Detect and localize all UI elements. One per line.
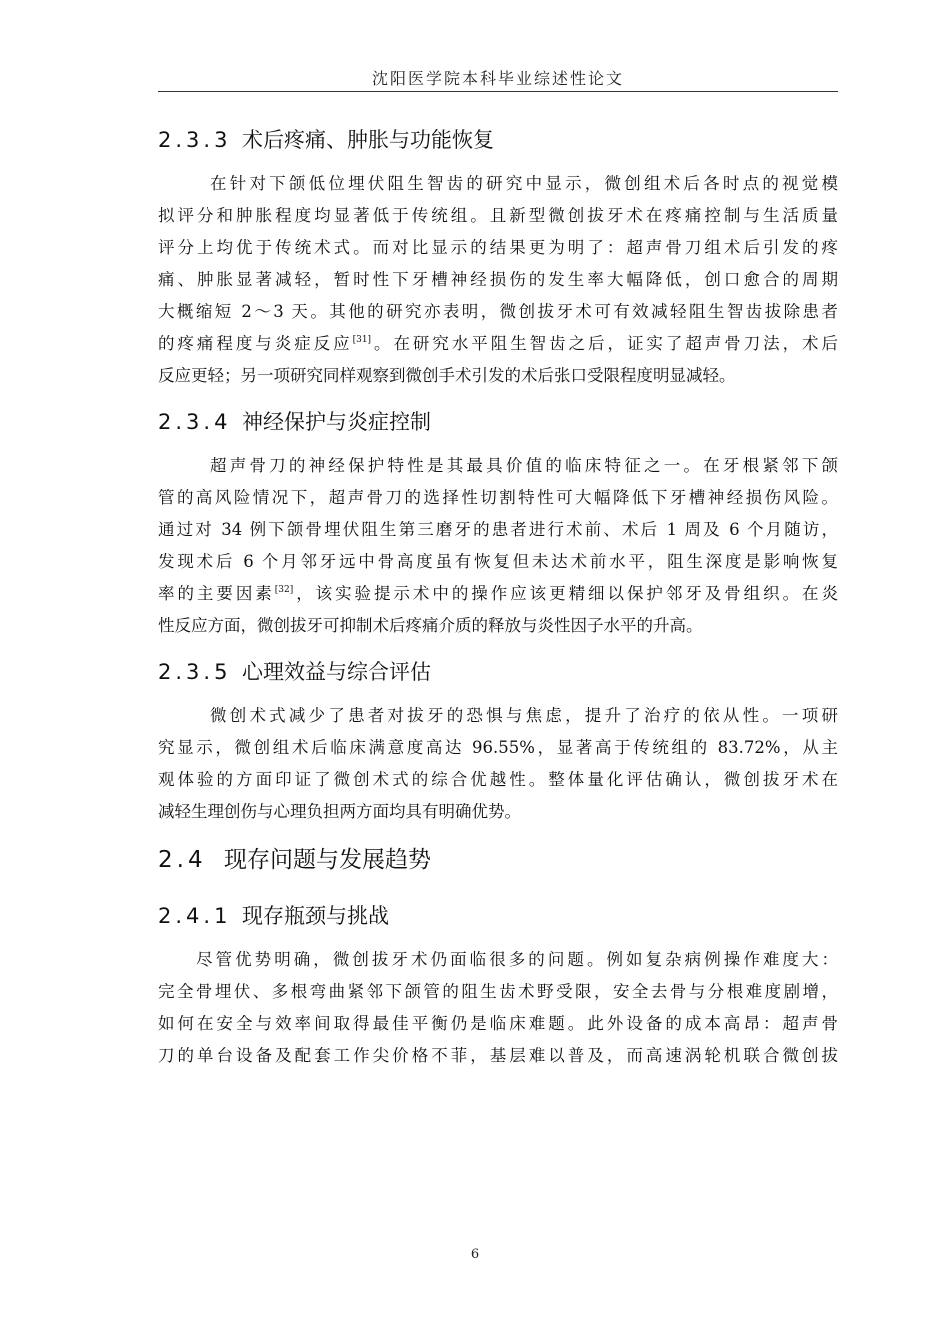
text-segment: 率的主要因素	[158, 584, 275, 603]
section-number: 2.4.1	[158, 904, 232, 928]
text-segment: 。在研究水平阻生智齿之后，证实了超声骨刀法，术后	[371, 334, 839, 353]
text-line: 管的高风险情况下，超声骨刀的选择性切割特性可大幅降低下牙槽神经损伤风险。	[158, 488, 838, 507]
section-title: 神经保护与炎症控制	[242, 410, 431, 434]
citation-32: [32]	[274, 585, 294, 595]
document-body	[158, 118, 838, 1080]
section-title: 现存瓶颈与挑战	[242, 904, 389, 928]
section-number: 2.3.5	[158, 660, 232, 684]
section-title: 现存问题与发展趋势	[224, 847, 431, 873]
text-line: 拟评分和肿胀程度均显著低于传统组。且新型微创拔牙术在疼痛控制与生活质量	[158, 206, 838, 225]
text-line: 痛、肿胀显著减轻，暂时性下牙槽神经损伤的发生率大幅降低，创口愈合的周期	[158, 270, 838, 289]
heading-2-3-3	[158, 118, 838, 162]
text-line: 反应更轻；另一项研究同样观察到微创手术引发的术后张口受限程度明显减轻。	[158, 366, 736, 385]
text-line: 尽管优势明确，微创拔牙术仍面临很多的问题。例如复杂病例操作难度大：	[196, 950, 838, 969]
section-title: 术后疼痛、肿胀与功能恢复	[242, 128, 494, 152]
text-line: 如何在安全与效率间取得最佳平衡仍是临床难题。此外设备的成本高昂：超声骨	[158, 1014, 838, 1033]
paragraph-2-3-5	[158, 700, 838, 828]
paragraph-2-3-4	[158, 450, 838, 642]
header-rule	[158, 91, 838, 92]
text-line: 发现术后 6 个月邻牙远中骨高度虽有恢复但未达术前水平，阻生深度是影响恢复	[158, 552, 838, 571]
paragraph-2-3-3	[158, 168, 838, 392]
text-line: 超声骨刀的神经保护特性是其最具价值的临床特征之一。在牙根紧邻下颌	[210, 456, 838, 475]
text-line: 微创术式减少了患者对拔牙的恐惧与焦虑，提升了治疗的依从性。一项研	[210, 706, 838, 725]
text-line: 评分上均优于传统术式。而对比显示的结果更为明了：超声骨刀组术后引发的疼	[158, 238, 838, 257]
text-line: 观体验的方面印证了微创术式的综合优越性。整体量化评估确认，微创拔牙术在	[158, 770, 838, 789]
citation-31: [31]	[352, 335, 372, 345]
section-number: 2.4	[158, 847, 207, 873]
section-number: 2.3.3	[158, 128, 232, 152]
text-line	[158, 328, 838, 360]
heading-2-4-1	[158, 894, 838, 938]
text-line: 性反应方面，微创拔牙可抑制术后疼痛介质的释放与炎性因子水平的升高。	[158, 616, 703, 635]
text-line: 完全骨埋伏、多根弯曲紧邻下颌管的阻生齿术野受限，安全去骨与分根难度剧增，	[158, 982, 838, 1001]
running-header: 沈阳医学院本科毕业综述性论文	[371, 69, 624, 88]
heading-2-3-5	[158, 650, 838, 694]
text-line: 大概缩短 2～3 天。其他的研究亦表明，微创拔牙术可有效减轻阻生智齿拔除患者	[158, 302, 838, 321]
paragraph-2-4-1	[158, 944, 838, 1072]
text-line	[158, 578, 838, 610]
text-line: 通过对 34 例下颌骨埋伏阻生第三磨牙的患者进行术前、术后 1 周及 6 个月随访，	[158, 520, 838, 539]
text-line: 减轻生理创伤与心理负担两方面均具有明确优势。	[158, 802, 521, 821]
text-line: 刀的单台设备及配套工作尖价格不菲，基层难以普及，而高速涡轮机联合微创拔	[158, 1046, 838, 1065]
text-segment: 的疼痛程度与炎症反应	[158, 334, 353, 353]
section-number: 2.3.4	[158, 410, 232, 434]
page-number: 6	[470, 1247, 480, 1262]
heading-2-3-4	[158, 400, 838, 444]
text-segment: ，该实验提示术中的操作应该更精细以保护邻牙及骨组织。在炎	[293, 584, 839, 603]
text-line: 在针对下颌低位埋伏阻生智齿的研究中显示，微创组术后各时点的视觉模	[210, 174, 838, 193]
text-line: 究显示，微创组术后临床满意度高达 96.55%，显著高于传统组的 83.72%，从主	[158, 738, 838, 757]
heading-2-4	[158, 836, 838, 884]
section-title: 心理效益与综合评估	[242, 660, 431, 684]
